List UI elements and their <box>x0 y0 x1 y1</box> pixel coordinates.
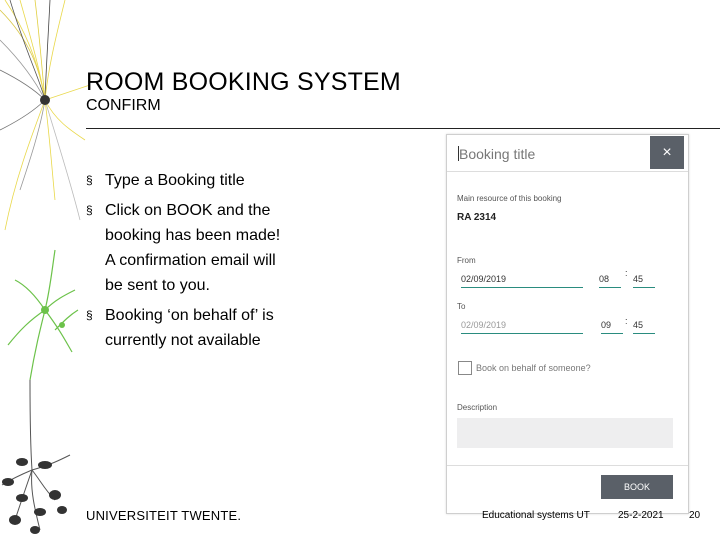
behalf-checkbox[interactable] <box>458 361 472 375</box>
page-number: 20 <box>689 510 701 521</box>
book-button[interactable]: BOOK <box>601 475 673 499</box>
dialog-header <box>447 135 688 172</box>
bullet-item <box>86 198 286 298</box>
bullet-marker: § <box>86 173 93 187</box>
to-label: To <box>457 302 466 311</box>
footer-date: 25-2-2021 <box>618 510 664 521</box>
bullet-text: Click on BOOK and the booking has been made! A confirmation email will be sent to you. <box>105 202 281 294</box>
slide-title: ROOM BOOKING SYSTEM <box>86 68 401 96</box>
booking-dialog <box>446 134 689 514</box>
from-minute-field[interactable]: 45 <box>633 274 655 288</box>
from-label: From <box>457 256 476 265</box>
bullet-item <box>86 168 286 193</box>
university-logo: UNIVERSITEIT TWENTE. <box>86 508 242 523</box>
text-cursor <box>458 146 459 161</box>
description-label: Description <box>457 403 498 412</box>
bullet-marker: § <box>86 203 93 217</box>
bullet-text: Booking ‘on behalf of’ is currently not available <box>105 307 274 349</box>
from-date-field[interactable]: 02/09/2019 <box>461 274 583 288</box>
from-hour-field[interactable]: 08 <box>599 274 621 288</box>
booking-title-input[interactable] <box>455 143 653 165</box>
bullet-marker: § <box>86 308 93 322</box>
to-minute-field[interactable]: 45 <box>633 320 655 334</box>
close-icon: × <box>662 144 672 161</box>
time-separator: : <box>625 268 628 278</box>
main-resource-label: Main resource of this booking <box>457 194 562 203</box>
behalf-label: Book on behalf of someone? <box>476 363 591 373</box>
to-date-field[interactable]: 02/09/2019 <box>461 320 583 334</box>
bullet-text: Type a Booking title <box>105 172 245 189</box>
main-resource-value: RA 2314 <box>457 212 497 223</box>
time-separator: : <box>625 316 628 326</box>
close-button[interactable] <box>650 136 684 169</box>
bullet-item <box>86 303 286 353</box>
to-hour-field[interactable]: 09 <box>601 320 623 334</box>
description-input[interactable] <box>457 418 673 448</box>
slide-subtitle: CONFIRM <box>86 97 161 114</box>
title-divider <box>86 128 720 129</box>
bullet-list <box>86 168 286 358</box>
dialog-footer-divider <box>447 465 688 466</box>
footer-course: Educational systems UT <box>482 510 590 521</box>
decorative-graphic <box>0 0 90 540</box>
